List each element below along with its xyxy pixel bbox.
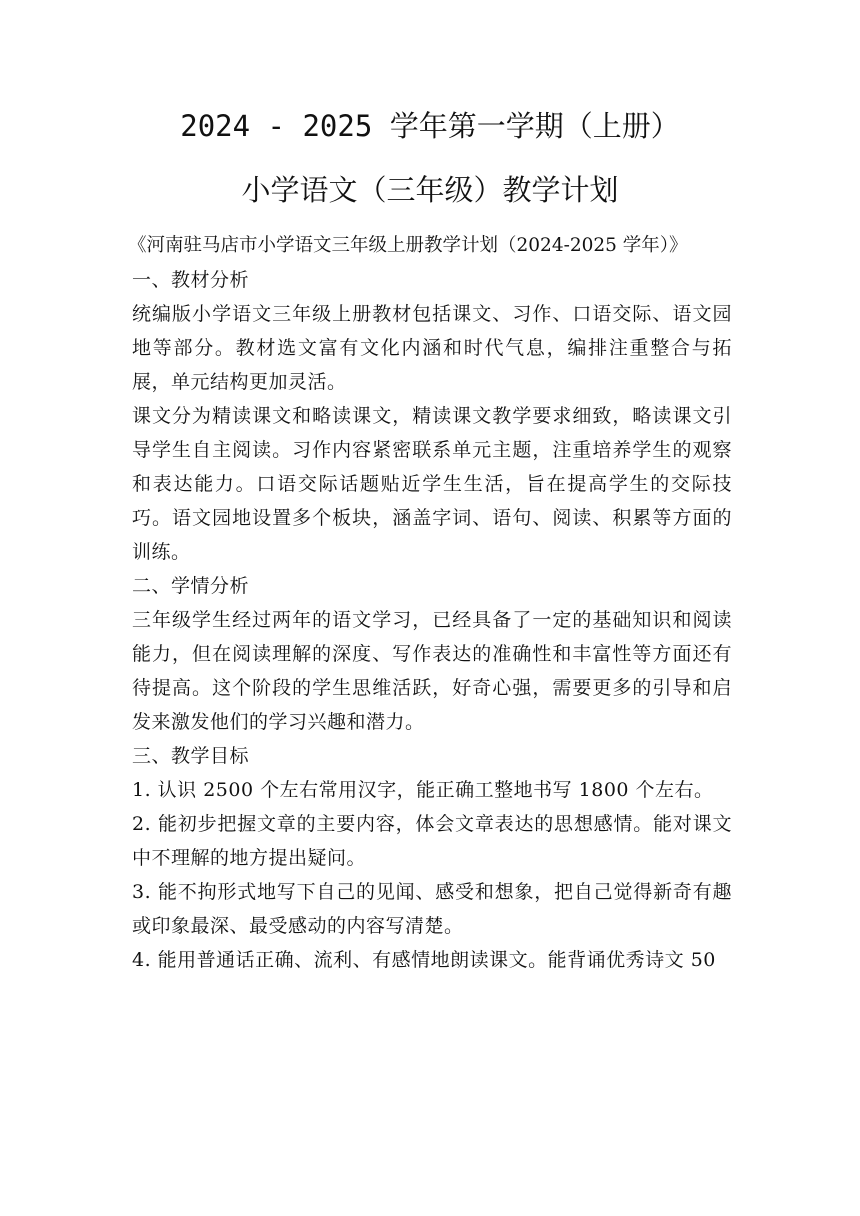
document-subtitle: 《河南驻马店市小学语文三年级上册教学计划（2024-2025 学年）》	[128, 235, 688, 256]
paragraph: 三年级学生经过两年的语文学习，已经具备了一定的基础知识和阅读能力，但在阅读理解的深度、写作表达的准确性和丰富性等方面还有待提高。这个阶段的学生思维活跃，好奇心强，需要更多的引导和启发来激发他们的学习兴趣和潜力。	[132, 609, 732, 733]
goal-item: 3. 能不拘形式地写下自己的见闻、感受和想象，把自己觉得新奇有趣或印象最深、最受感动的内容写清楚。	[132, 881, 732, 937]
goal-item: 4. 能用普通话正确、流利、有感情地朗读课文。能背诵优秀诗文 50	[132, 949, 716, 971]
section-heading-textbook-analysis: 一、教材分析	[132, 269, 250, 291]
goal-item: 1. 认识 2500 个左右常用汉字，能正确工整地书写 1800 个左右。	[132, 779, 714, 801]
document-title-line2: 小学语文（三年级）教学计划	[241, 173, 619, 207]
paragraph: 统编版小学语文三年级上册教材包括课文、习作、口语交际、语文园地等部分。教材选文富有文化内涵和时代气息，编排注重整合与拓展，单元结构更加灵活。	[132, 303, 732, 393]
document-title-line1: 2024 - 2025 学年第一学期（上册）	[180, 109, 680, 143]
goal-item: 2. 能初步把握文章的主要内容，体会文章表达的思想感情。能对课文中不理解的地方提出疑问。	[132, 813, 732, 869]
document-body	[128, 229, 732, 977]
section-heading-student-analysis: 二、学情分析	[132, 575, 250, 597]
section-heading-teaching-goals: 三、教学目标	[132, 745, 250, 767]
paragraph: 课文分为精读课文和略读课文，精读课文教学要求细致，略读课文引导学生自主阅读。习作内容紧密联系单元主题，注重培养学生的观察和表达能力。口语交际话题贴近学生生活，旨在提高学生的交际技巧。语文园地设置多个板块，涵盖字词、语句、阅读、积累等方面的训练。	[132, 405, 732, 563]
